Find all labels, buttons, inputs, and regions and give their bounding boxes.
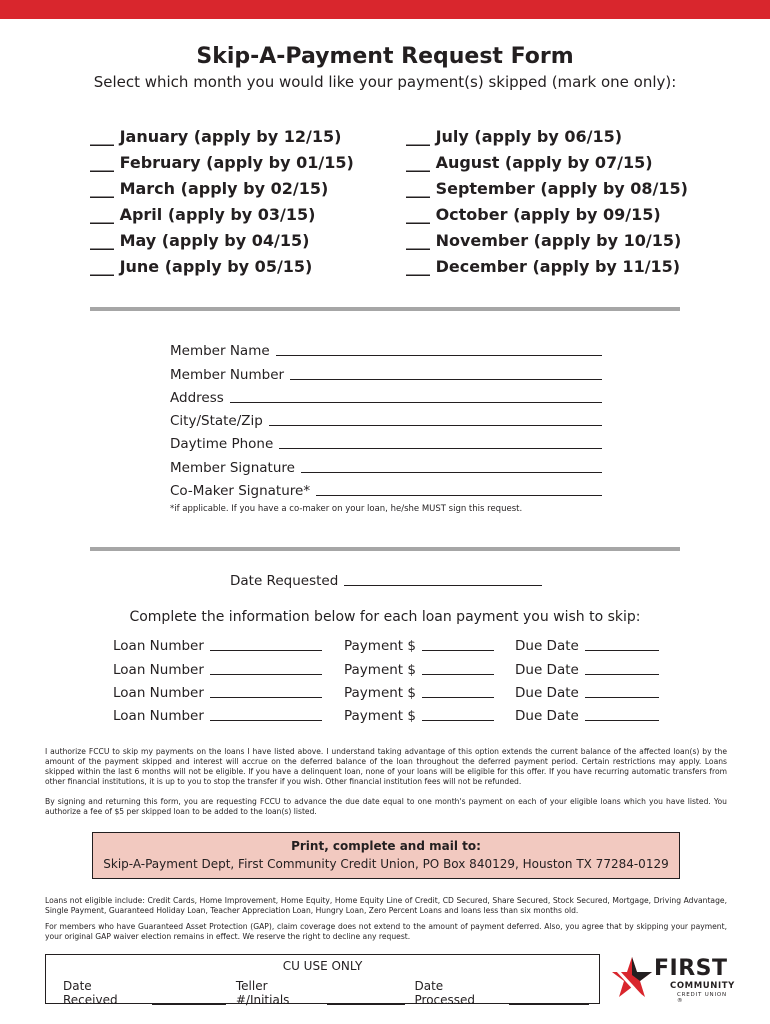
cu-use-heading: CU USE ONLY [282,959,363,973]
loan-table [113,631,659,724]
daytime-phone-label: Daytime Phone [170,436,274,453]
loan-number-label: Loan Number [113,684,204,701]
loan-number-label: Loan Number [113,708,204,725]
loan-number-label: Loan Number [113,661,204,678]
comaker-signature-label: Co-Maker Signature* [170,483,311,500]
date-requested-label: Date Requested [230,573,339,589]
logo-credit-union-text [677,992,735,1004]
member-signature-field [170,452,602,475]
loan-number-label: Loan Number [113,638,204,655]
date-requested-field [230,571,542,589]
member-number-input[interactable] [290,365,602,380]
loan-row [113,678,659,701]
month-option-march[interactable]: ___ March (apply by 02/15) [90,179,329,198]
loan-row [113,631,659,654]
due-date-label: Due Date [515,638,579,655]
payment-input[interactable] [422,660,494,675]
member-name-field [170,336,602,359]
payment-input[interactable] [422,706,494,721]
gap-text: For members who have Guaranteed Asset Protection (GAP), claim coverage does not extend to the amount of payment deferred. Also, you agree that by skipping your payment, your original GAP waiver election remains in effect. We reserve the right to decline any request. [45,922,727,941]
payment-input[interactable] [422,683,494,698]
comaker-signature-input[interactable] [316,481,602,496]
payment-label: Payment $ [344,638,416,655]
due-date-label: Due Date [515,661,579,678]
comaker-note: *if applicable. If you have a co-maker on your loan, he/she MUST sign this request. [170,504,523,514]
address-field [170,383,602,406]
top-red-bar [0,0,770,19]
payment-label: Payment $ [344,684,416,701]
payment-label: Payment $ [344,708,416,725]
address-label: Address [170,389,224,406]
daytime-phone-field [170,429,602,452]
member-info-fields [170,336,602,499]
logo-credit-union-label: CREDIT UNION [677,992,727,998]
address-input[interactable] [230,388,602,403]
member-name-label: Member Name [170,343,270,360]
due-date-label: Due Date [515,684,579,701]
loan-row [113,654,659,677]
month-option-april[interactable]: ___ April (apply by 03/15) [90,205,316,224]
mail-to-box [92,832,680,879]
fee-text: By signing and returning this form, you are requesting FCCU to advance the due date equal to one month's payment on each of your eligible loans which you have listed. You authorize a fee of $5 per skipped loan to be added to the loan(s) listed. [45,797,727,816]
due-date-input[interactable] [585,683,659,698]
daytime-phone-input[interactable] [279,434,602,449]
loan-number-input[interactable] [210,706,322,721]
loan-number-input[interactable] [210,636,322,651]
month-option-august[interactable]: ___ August (apply by 07/15) [406,153,653,172]
loan-number-input[interactable] [210,683,322,698]
section-divider [90,307,680,311]
loan-number-input[interactable] [210,660,322,675]
date-received-label: Date Received [63,979,118,1007]
months-left-column [90,124,354,280]
payment-input[interactable] [422,636,494,651]
date-processed-label: Date Processed [414,979,476,1007]
city-state-zip-input[interactable] [269,411,602,426]
member-signature-label: Member Signature [170,459,295,476]
payment-label: Payment $ [344,661,416,678]
loan-row [113,701,659,724]
month-option-february[interactable]: ___ February (apply by 01/15) [90,153,354,172]
logo-community-text: COMMUNITY [670,981,735,991]
authorization-text: I authorize FCCU to skip my payments on the loans I have listed above. I understand taking advantage of this option extends the current balance of the affected loan(s) by the amount of the payment skipped and interest will accrue on the deferred balance of the loan throughout the deferred payment period. Certain restrictions may apply. Loans skipped within the last 6 months will not be eligible. If you have a delinquent loan, none of your loans will be eligible for this offer. If you have recurring automatic transfers from other financial institutions, it is up to you to stop the transfer if you wish. Other financial institution fees will not be refunded. [45,747,727,786]
mail-heading: Print, complete and mail to: [291,839,481,853]
form-subtitle: Select which month you would like your payment(s) skipped (mark one only): [93,73,677,91]
due-date-input[interactable] [585,636,659,651]
month-option-december[interactable]: ___ December (apply by 11/15) [406,257,681,276]
month-option-june[interactable]: ___ June (apply by 05/15) [90,257,313,276]
teller-initials-input[interactable] [327,992,405,1005]
form-title: Skip-A-Payment Request Form [196,44,574,69]
months-right-column [406,124,688,280]
teller-initials-label: Teller #/Initials [235,979,290,1007]
month-option-may[interactable]: ___ May (apply by 04/15) [90,231,310,250]
comaker-signature-field [170,476,602,499]
due-date-input[interactable] [585,706,659,721]
city-state-zip-field [170,406,602,429]
logo-first-text: FIRST [654,956,728,981]
month-option-october[interactable]: ___ October (apply by 09/15) [406,205,661,224]
first-community-logo [610,955,735,1003]
month-option-november[interactable]: ___ November (apply by 10/15) [406,231,682,250]
member-number-field [170,359,602,382]
city-state-zip-label: City/State/Zip [170,413,263,430]
month-option-september[interactable]: ___ September (apply by 08/15) [406,179,688,198]
month-option-january[interactable]: ___ January (apply by 12/15) [90,127,342,146]
due-date-label: Due Date [515,708,579,725]
logo-registered-mark: ® [677,998,684,1004]
member-number-label: Member Number [170,366,285,383]
mail-address: Skip-A-Payment Dept, First Community Credit Union, PO Box 840129, Houston TX 77284-0129 [103,857,669,871]
due-date-input[interactable] [585,660,659,675]
date-received-input[interactable] [152,992,226,1005]
date-requested-input[interactable] [344,571,542,586]
loan-intro: Complete the information below for each loan payment you wish to skip: [129,609,641,625]
star-logo-icon [610,955,654,1001]
month-option-july[interactable]: ___ July (apply by 06/15) [406,127,623,146]
member-name-input[interactable] [276,341,602,356]
not-eligible-text: Loans not eligible include: Credit Cards, Home Improvement, Home Equity, Home Equity Line of Credit, CD Secured, Share Secured, Stock Secured, Mortgage, Driving Advantage, Single Payment, Guaranteed Holiday Loan, Teacher Appreciation Loan, Hungry Loan, Zero Percent Loans and loans less than six months old. [45,896,727,915]
date-processed-input[interactable] [509,992,589,1005]
member-signature-input[interactable] [301,458,602,473]
cu-use-only-box [45,954,600,1007]
section-divider [90,547,680,551]
